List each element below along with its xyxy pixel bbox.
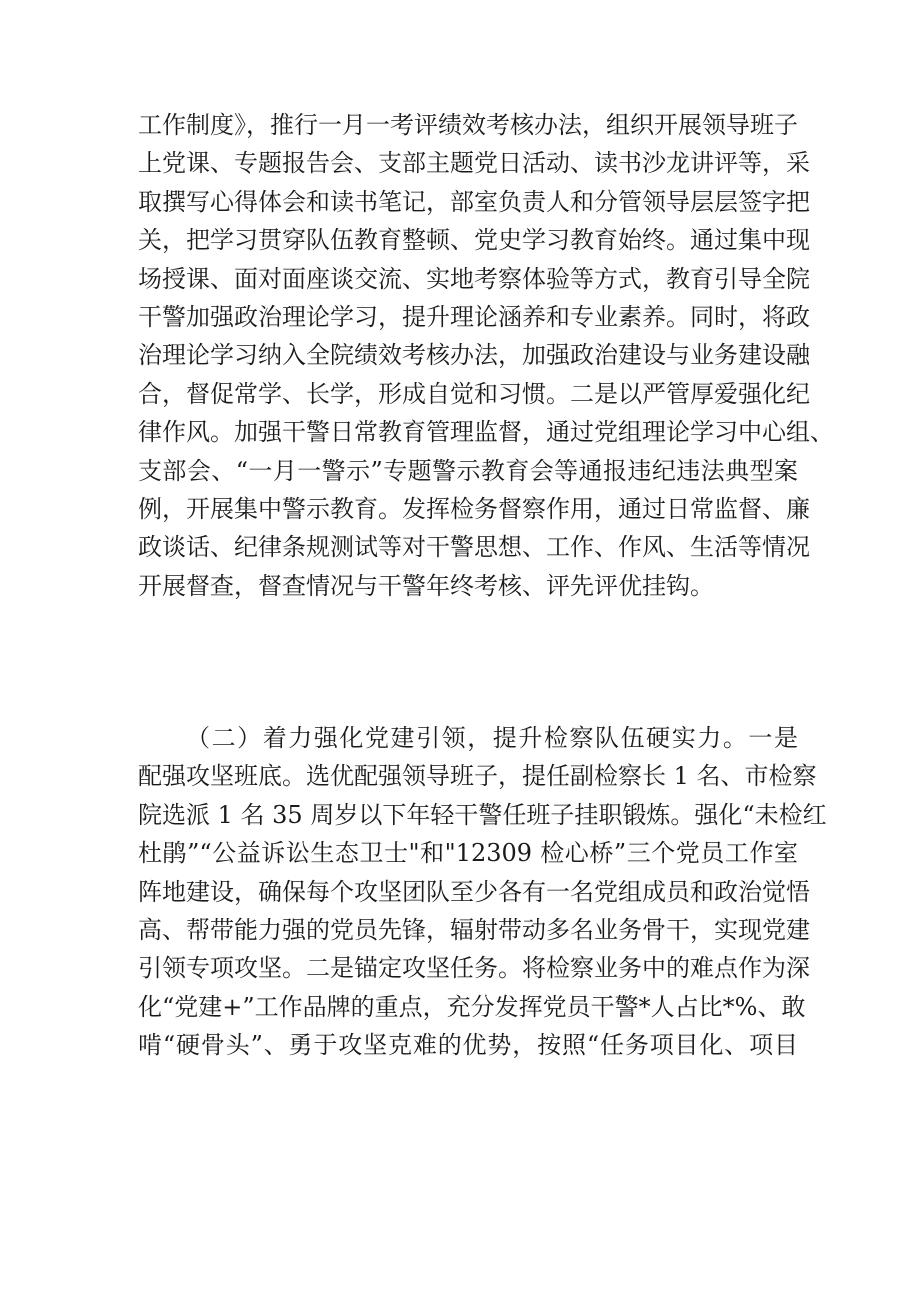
text-line: 例，开展集中警示教育。发挥检务督察作用，通过日常监督、廉 bbox=[138, 494, 810, 523]
text-line: 化“党建+”工作品牌的重点，充分发挥党员干警*人占比*%、敢 bbox=[138, 992, 806, 1021]
text-line: 律作风。加强干警日常教育管理监督，通过党组理论学习中心组、 bbox=[138, 418, 834, 447]
text-line: 引领专项攻坚。二是锚定攻坚任务。将检察业务中的难点作为深 bbox=[138, 954, 810, 983]
text-line: 支部会、“一月一警示”专题警示教育会等通报违纪违法典型案 bbox=[138, 456, 798, 485]
text-line: 工作制度》，推行一月一考评绩效考核办法，组织开展领导班子 bbox=[138, 111, 798, 139]
text-line: 取撰写心得体会和读书笔记，部室负责人和分管领导层层签字把 bbox=[138, 187, 810, 216]
text-line: 配强攻坚班底。选优配强领导班子，提任副检察长 1 名、市检察 bbox=[138, 762, 817, 791]
text-line: 场授课、面对面座谈交流、实地考察体验等方式，教育引导全院 bbox=[138, 264, 810, 293]
text-line: 阵地建设，确保每个攻坚团队至少各有一名党组成员和政治觉悟 bbox=[138, 877, 810, 906]
text-line: 干警加强政治理论学习，提升理论涵养和专业素养。同时，将政 bbox=[138, 302, 810, 331]
text-line: 政谈话、纪律条规测试等对干警思想、工作、作风、生活等情况 bbox=[138, 533, 810, 562]
text-line: 治理论学习纳入全院绩效考核办法，加强政治建设与业务建设融 bbox=[138, 341, 810, 370]
text-line: 高、帮带能力强的党员先锋，辐射带动多名业务骨干，实现党建 bbox=[138, 915, 810, 944]
paragraph-section-one-continued bbox=[138, 106, 834, 605]
text-line: 关，把学习贯穿队伍教育整顿、党史学习教育始终。通过集中现 bbox=[138, 226, 810, 255]
text-line: 开展督查，督查情况与干警年终考核、评先评优挂钩。 bbox=[138, 571, 714, 600]
text-line: 合，督促常学、长学，形成自觉和习惯。二是以严管厚爱强化纪 bbox=[138, 379, 810, 408]
section-heading-line: （二）着力强化党建引领，提升检察队伍硬实力。一是 bbox=[186, 724, 798, 752]
paragraph-section-two bbox=[138, 719, 827, 1065]
text-line: 上党课、专题报告会、支部主题党日活动、读书沙龙讲评等，采 bbox=[138, 149, 810, 178]
text-line: 杜鹃”“公益诉讼生态卫士"和"12309 检心桥”三个党员工作室 bbox=[138, 839, 798, 868]
text-line: 啃“硬骨头”、勇于攻坚克难的优势，按照“任务项目化、项目 bbox=[138, 1031, 798, 1060]
text-line: 院选派 1 名 35 周岁以下年轻干警任班子挂职锻炼。强化“未检红 bbox=[138, 800, 827, 829]
